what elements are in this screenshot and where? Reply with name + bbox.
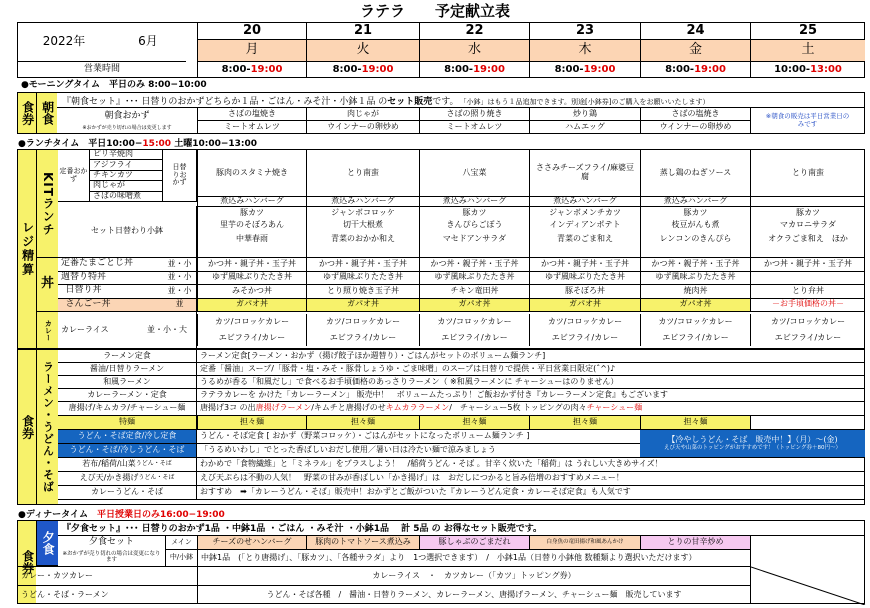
don-name: 定番たまごとじ丼 — [58, 258, 163, 272]
don-size: 並・小 — [163, 258, 197, 272]
kit-lunch-label: KITランチ — [36, 150, 58, 258]
side-dish: ジャンボメンチカツ — [529, 206, 640, 219]
curry-dish: エビフライ/カレー — [640, 330, 750, 346]
dinner-main-col: メイン — [165, 535, 197, 549]
day-number: 23 — [529, 23, 640, 39]
day-hours — [640, 61, 750, 77]
don-name: 日替り丼 — [58, 285, 163, 299]
side-dish: 煮込みハンバーグ — [419, 196, 529, 206]
day-of-week: 水 — [419, 39, 529, 61]
curry-dish: カツ/コロッケカレー — [640, 314, 750, 330]
side-dish: 豚カツ — [197, 206, 306, 219]
morning-header: ●モーニングタイム 平日のみ 8:00−10:00 — [21, 79, 207, 90]
main-dish: 豚肉のスタミナ焼き — [197, 150, 306, 196]
side-dish: 里芋のそぼろあん — [197, 219, 306, 232]
don-dish: ゆず風味ぶりたたき丼 — [529, 272, 640, 286]
morning-dish: 肉じゃが — [306, 107, 419, 120]
don-name: 週替り特丼 — [58, 272, 163, 286]
don-dish: ゆず風味ぶりたたき丼 — [306, 272, 419, 286]
blank-cell — [529, 246, 640, 258]
r5e: / チャーシュー5枚 トッピングの肉々 — [449, 403, 587, 413]
dinner-noodle-desc: うどん・そば各種 / 醤油・日替りラーメン、カレーラーメン、唐揚げラーメン、チャーシュー麺 販売しています — [197, 585, 750, 604]
morning-label: 朝食おかず — [57, 107, 197, 125]
r8-suffix: うどん・そば — [135, 460, 172, 468]
r5d: キムカララーメン — [385, 403, 450, 413]
morning-dish: 炒り鶏 — [529, 107, 640, 120]
morning-dish: ウインナーの卵炒め — [306, 120, 419, 133]
noodle-name: カレーラーメン・定食 — [58, 389, 197, 402]
don-size: 並・小 — [163, 272, 197, 286]
close-time: 19:00 — [361, 64, 394, 75]
dinner-main-dish: とりの甘辛炒め — [640, 535, 750, 549]
noodle-name — [58, 458, 197, 472]
dinner-main-dish: 豚肉のトマトソース煮込み — [306, 535, 419, 549]
don-dish — [750, 272, 865, 286]
side-dish: 青菜のおかか和え — [306, 232, 419, 246]
noodle-desc: わかめで「食物繊維」と「ミネラル」をプラスしよう！ /稲荷うどん・そば 。甘辛く炊いた「稲荷」は うれしい大きめサイズ！ — [197, 458, 865, 472]
blank-cell — [640, 246, 750, 258]
don-dish: かつ丼・親子丼・玉子丼 — [640, 258, 750, 272]
curry-dish: エビフライ/カレー — [306, 330, 419, 346]
side-dish — [750, 196, 865, 206]
main-dish: ささみチーズフライ/麻婆豆腐 — [529, 150, 640, 196]
dinner-mid-text: 中鉢1品 (「とり唐揚げ」、「豚カツ」、「各種サラダ」より 1つ選択できます） / 小鉢1品（日替り小鉢他 数種類より選択いただけます） — [197, 549, 750, 566]
side-dish: 枝豆がんも煮 — [640, 219, 750, 232]
day-of-week: 土 — [750, 39, 865, 61]
don-dish: かつ丼・親子丼・玉子丼 — [306, 258, 419, 272]
side-dish: オクラごま和え ほか — [750, 232, 865, 246]
don-dish: ガパオ丼 — [529, 299, 640, 313]
dinner-set-text: 『夕食セット』･･･ 日替りのおかず1品 ・中鉢1品 ・ごはん ・みそ汁 ・小鉢1品 計 5品 の お得なセット販売です。 — [62, 524, 543, 534]
dinner-label: 夕食セット — [58, 535, 165, 549]
r5f: チャーシュー麺 — [586, 403, 643, 413]
open-time: 8:00- — [554, 64, 584, 75]
curry-dish: カツ/コロッケカレー — [197, 314, 306, 330]
r9-name: えび天/かき揚げ — [79, 473, 139, 483]
curry-label: カレー — [36, 312, 58, 348]
morning-saturday-note: ※朝食の販売は平日営業日のみです — [750, 107, 864, 133]
dinner-label-note: ※おかずが売り切れの場合は変更になります — [62, 550, 161, 563]
teiban-item: 肉じゃが — [90, 181, 163, 191]
morning-label-note: ※おかずが売り切れの場合は変更します — [82, 124, 172, 131]
noodle-desc — [197, 402, 865, 416]
side-dish: マカロニサラダ — [750, 219, 865, 232]
morning-set-text: 『朝食セット』･･･ 日替りのおかずどちらか１品・ごはん・みそ汁・小鉢１品 のセット販売です。 「小鉢」はもう１品追加できます。別途[小鉢券]のご購入をお願いいたします） — [62, 97, 710, 107]
side-dish: インディアンポテト — [529, 219, 640, 232]
curry-dish: エビフライ/カレー — [529, 330, 640, 346]
side-dish: 切干大根煮 — [306, 219, 419, 232]
r8-name: 若布/稲荷/山菜 — [82, 459, 136, 469]
page-title: ラテラ 予定献立表 — [359, 1, 510, 20]
day-number: 25 — [750, 23, 865, 39]
curry-dish: カツ/コロッケカレー — [529, 314, 640, 330]
noodle-name: カレーうどん・そば — [58, 486, 197, 500]
noodle-name: 唐揚げ/キムカラ/チャーシュー麺 — [58, 402, 197, 416]
side-dish: きんぴらごぼう — [419, 219, 529, 232]
r5c: /キムチと唐揚げのせ — [311, 403, 386, 413]
don-dish: かつ丼・親子丼・玉子丼 — [197, 258, 306, 272]
cold-name: うどん・そば/冷しうどん・そば — [58, 444, 197, 458]
main-dish: 八宝菜 — [419, 150, 529, 196]
tanto-cell: 担々麺 — [529, 416, 640, 430]
don-size: 並 — [163, 299, 197, 313]
teiban-item: アジフライ — [90, 160, 163, 170]
morning-dish: さばの塩焼き — [640, 107, 750, 120]
day-hours — [197, 61, 306, 77]
morning-dish: さばの照り焼き — [419, 107, 529, 120]
tanto-cell: 担々麺 — [419, 416, 529, 430]
diagonal-line — [751, 536, 866, 605]
noodle-desc: ラテラカレーを かけた「カレーラーメン」 販売中！ ボリュームたっぷり！ご飯おかず付き『カレーラーメン定食』もございます — [197, 389, 865, 402]
side-dish: 青菜のごま和え — [529, 232, 640, 246]
side-dish: 豚カツ — [640, 206, 750, 219]
close-time: 19:00 — [583, 64, 616, 75]
r9-suffix: うどん・そば — [138, 474, 175, 482]
don-dish: ゆず風味ぶりたたき丼 — [419, 272, 529, 286]
don-dish: 豚そぼろ丼 — [529, 285, 640, 299]
don-dish: ゆず風味ぶりたたき丼 — [197, 272, 306, 286]
blank-cell — [197, 246, 306, 258]
don-dish: とり弁丼 — [750, 285, 865, 299]
dinner-ticket: 食券 — [18, 521, 36, 603]
don-dish: 焼肉丼 — [640, 285, 750, 299]
don-name: さんごー丼 — [58, 299, 163, 313]
tanto-cell: 担々麺 — [640, 416, 750, 430]
tanto-cell: 担々麺 — [197, 416, 306, 430]
lunch-register-label: レジ精算 — [18, 150, 36, 348]
curry-dish: エビフライ/カレー — [197, 330, 306, 346]
don-dish: とり照り焼き玉子丼 — [306, 285, 419, 299]
close-time: 19:00 — [250, 64, 283, 75]
noodle-name: 特麺 — [58, 416, 197, 430]
side-dish: 煮込みハンバーグ — [529, 196, 640, 206]
teiban-item: ピリ辛焼肉 — [90, 150, 163, 160]
open-time: 8:00- — [665, 64, 695, 75]
higawari-label: 日替りおかず — [163, 150, 197, 202]
noodle-desc: うどん・そば定食 [ おかず（野菜コロッケ）・ごはんがセットになったボリューム麺ランチ ] — [197, 430, 640, 444]
side-dish: 煮込みハンバーグ — [197, 196, 306, 206]
open-time: 8:00- — [444, 64, 474, 75]
side-label: セット日替わり小鉢 — [58, 206, 197, 258]
close-time: 13:00 — [810, 64, 842, 75]
morning-ticket: 食券 — [18, 93, 36, 133]
side-dish: レンコンのきんぴら — [640, 232, 750, 246]
hours-label: 営業時間 — [18, 61, 186, 77]
noodle-desc: 「うるめいわし」でとった香ばしいおだし使用／暑い日は冷たい麺で涼みましょう — [197, 444, 640, 458]
don-label: 丼 — [36, 258, 58, 312]
side-dish: 煮込みハンバーグ — [640, 196, 750, 206]
day-hours — [419, 61, 529, 77]
noodle-name: ラーメン定食 — [58, 350, 197, 363]
don-dish: ガパオ丼 — [197, 299, 306, 313]
open-time: 8:00- — [221, 64, 251, 75]
noodle-category: ラーメン・うどん・そば — [36, 350, 58, 504]
close-time: 19:00 — [694, 64, 726, 75]
don-dish: ガパオ丼 — [640, 299, 750, 313]
blank-cell — [750, 416, 865, 430]
don-dish: チキン竜田丼 — [419, 285, 529, 299]
curry-dish: エビフライ/カレー — [750, 330, 865, 346]
close-time: 19:00 — [473, 64, 505, 75]
don-dish: かつ丼・親子丼・玉子丼 — [529, 258, 640, 272]
don-dish: ガパオ丼 — [306, 299, 419, 313]
r5b: 唐揚げラーメン — [255, 403, 312, 413]
day-of-week: 月 — [197, 39, 306, 61]
dinner-curry-name: カレー・カツカレー — [18, 566, 197, 585]
side-dish: マセドアンサラダ — [419, 232, 529, 246]
morning-dish: ウインナーの卵炒め — [640, 120, 750, 133]
side-dish: 豚カツ — [750, 206, 865, 219]
day-number: 20 — [197, 23, 306, 39]
noodle-desc: 定番「醤油」スープ/「豚骨・塩・みそ・豚骨しょうゆ・ごま味噌」のスープは日替りで提供・平日営業日限定(ˆ^)♪ — [197, 363, 865, 376]
dinner-header: ●ディナータイム 平日授業日のみ16:00−19:00 — [18, 510, 225, 520]
side-dish: 豚カツ — [419, 206, 529, 219]
cold-name: うどん・そば定食/冷し定食 — [58, 430, 197, 444]
year-label: 2022年 — [42, 34, 86, 49]
noodle-desc: おすすめ ➡「カレーうどん・そば」販売中！おかずとご飯がついた『カレーうどん定食・カレーそば定食』も人気です — [197, 486, 865, 500]
dinner-noodle-name: うどん・そば・ラーメン — [18, 585, 197, 604]
main-dish: 蒸し鶏のねぎソース — [640, 150, 750, 196]
dinner-main-dish: 豚しゃぶのごまだれ — [419, 535, 529, 549]
day-of-week: 木 — [529, 39, 640, 61]
don-dish: ゆず風味ぶりたたき丼 — [640, 272, 750, 286]
dinner-curry-desc: カレーライス ・ カツカレー（「カツ」トッピング券） — [197, 566, 750, 585]
main-dish: とり南蛮 — [306, 150, 419, 196]
cold-note2: えび天や山菜のトッピングがおすすめです！（トッピング券＋80円～） — [663, 444, 841, 451]
don-dish: かつ丼・親子丼・玉子丼 — [419, 258, 529, 272]
curry-dish: エビフライ/カレー — [419, 330, 529, 346]
day-number: 22 — [419, 23, 529, 39]
teiban-item: チキンカツ — [90, 171, 163, 181]
teiban-item: さばの味噌煮 — [90, 192, 163, 202]
curry-dish: カツ/コロッケカレー — [750, 314, 865, 330]
blank-cell — [419, 246, 529, 258]
teiban-label: 定番おかず — [58, 150, 90, 202]
noodle-name: 和風ラーメン — [58, 376, 197, 389]
curry-dish: カツ/コロッケカレー — [419, 314, 529, 330]
side-dish: 煮込みハンバーグ — [306, 196, 419, 206]
dinner-main-dish: 白身魚の竜田揚げ和風あんかけ — [529, 535, 640, 549]
lunch-header: ●ランチタイム 平日10:00−15:00 土曜10:00−13:00 — [18, 139, 258, 149]
don-dish: －お手頃価格の丼－ — [750, 299, 865, 313]
cold-notice — [640, 430, 865, 458]
don-size: 並・小 — [163, 285, 197, 299]
month-label: 6月 — [138, 34, 158, 49]
day-hours — [529, 61, 640, 77]
open-time: 8:00- — [332, 64, 362, 75]
main-dish: とり南蛮 — [750, 150, 865, 196]
morning-dish: ハムエッグ — [529, 120, 640, 133]
noodle-desc: えび天ぷらは不動の人気！ 野菜の甘みが香ばしい「かき揚げ」は おだしにつかると旨み倍増のおすすめメニュー！ — [197, 472, 865, 486]
don-dish: かつ丼・親子丼・玉子丼 — [750, 258, 865, 272]
tanto-cell: 担々麺 — [306, 416, 419, 430]
noodle-ticket: 食券 — [18, 350, 36, 504]
morning-dish: ミートオムレツ — [197, 120, 306, 133]
morning-dish: ミートオムレツ — [419, 120, 529, 133]
curry-size: 並・小・大 — [138, 312, 197, 348]
noodle-desc: ラーメン定食[ラーメン・おかず（揚げ餃子ほか週替り）・ごはんがセットのボリューム麺ランチ] — [197, 350, 865, 363]
curry-name: カレーライス — [61, 324, 109, 334]
day-hours — [306, 61, 419, 77]
day-of-week: 火 — [306, 39, 419, 61]
morning-name: 朝食 — [36, 93, 57, 133]
dinner-name: 夕食 — [36, 521, 58, 566]
noodle-name — [58, 472, 197, 486]
day-of-week: 金 — [640, 39, 750, 61]
don-dish: ガパオ丼 — [419, 299, 529, 313]
day-number: 21 — [306, 23, 419, 39]
dinner-main-dish: チーズのせハンバーグ — [197, 535, 306, 549]
day-hours — [750, 61, 865, 77]
curry-dish: カツ/コロッケカレー — [306, 314, 419, 330]
side-dish: ジャンボコロッケ — [306, 206, 419, 219]
r5a: 唐揚げ3コ の出 — [200, 403, 256, 413]
side-dish: 中華春雨 — [197, 232, 306, 246]
day-number: 24 — [640, 23, 750, 39]
noodle-desc: うるめが香る「和風だし」で食べるお手頃価格のあっさりラーメン（ ※和風ラーメンに チャーシューはのりません） — [197, 376, 865, 389]
don-dish: みそかつ丼 — [197, 285, 306, 299]
dinner-mid-col: 中/小鉢 — [165, 549, 197, 566]
noodle-name: 醤油/日替りラーメン — [58, 363, 197, 376]
blank-cell — [750, 246, 865, 258]
dinner-saturday-cell — [750, 535, 865, 604]
morning-dish: さばの塩焼き — [197, 107, 306, 120]
open-time: 10:00- — [774, 64, 811, 75]
blank-cell — [306, 246, 419, 258]
cold-note1: 【冷やしうどん・そば 販売中！】（月）〜(金) — [667, 435, 838, 445]
